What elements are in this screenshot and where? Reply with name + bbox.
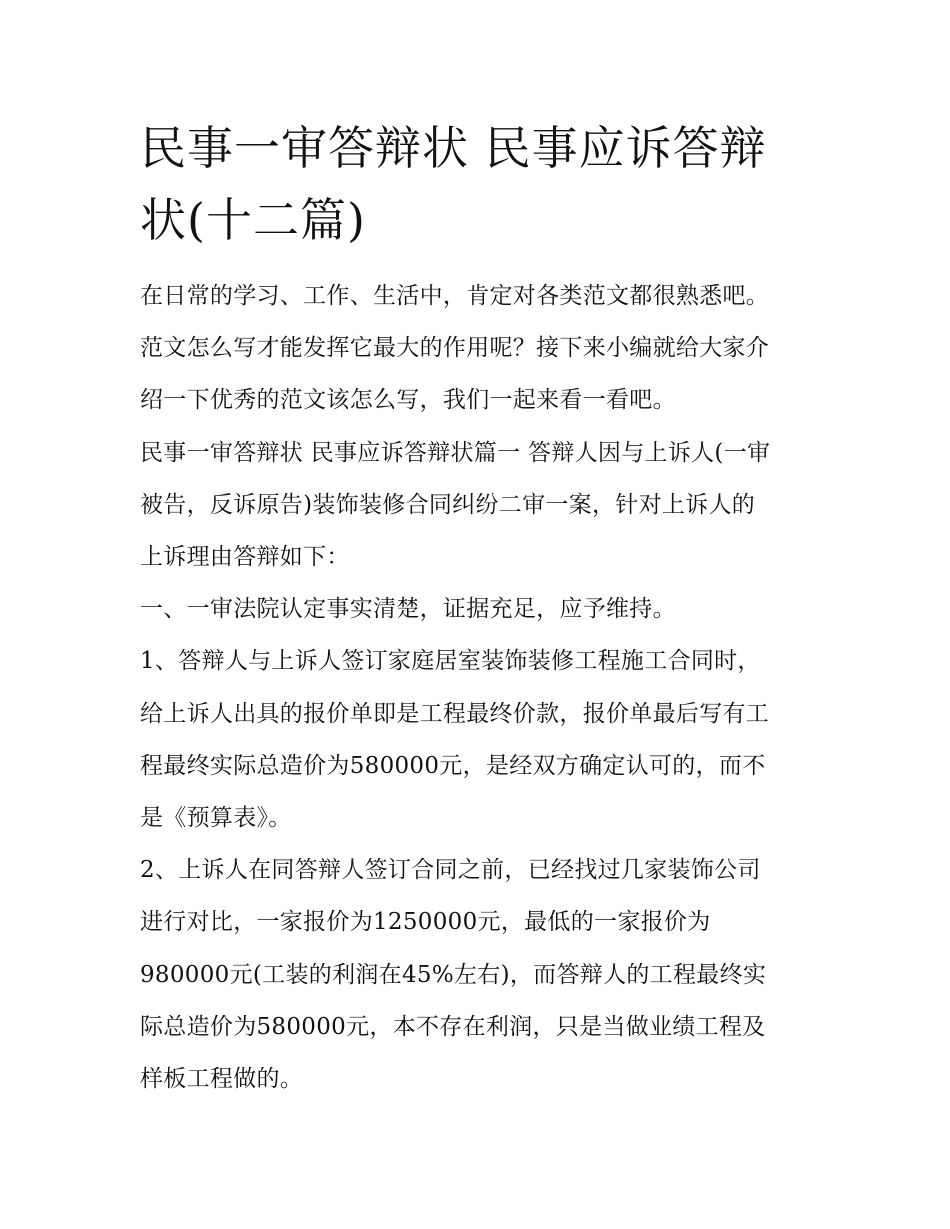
intro-paragraph: 在日常的学习、工作、生活中，肯定对各类范文都很熟悉吧。 范文怎么写才能发挥它最大的作用呢？接下来小编就给大家介 绍一下优秀的范文该怎么写，我们一起来看一看吧。 [140, 283, 770, 414]
point-heading-paragraph: 一、一审法院认定事实清楚，证据充足，应予维持。 [140, 596, 676, 623]
document-body [140, 270, 820, 1105]
document-content [140, 112, 820, 1105]
point-one-paragraph: 1、答辩人与上诉人签订家庭居室装饰装修工程施工合同时， 给上诉人出具的报价单即是工程最终价款，报价单最后写有工 程最终实际总造价为580000元，是经双方确定认可的，而不 是《预算表》。 [140, 648, 770, 832]
point-two-paragraph: 2、上诉人在同答辩人签订合同之前，已经找过几家装饰公司 进行对比，一家报价为1250000元，最低的一家报价为 980000元(工装的利润在45%左右)，而答辩人的工程最终实 际总造价为580000元，本不存在利润，只是当做业绩工程及 样板工程做的。 [140, 857, 767, 1093]
document-title: 民事一审答辩状 民事应诉答辩 状(十二篇) [140, 121, 767, 247]
section-one-paragraph: 民事一审答辩状 民事应诉答辩状篇一 答辩人因与上诉人(一审 被告，反诉原告)装饰装修合同纠纷二审一案，针对上诉人的 上诉理由答辩如下： [140, 439, 771, 571]
